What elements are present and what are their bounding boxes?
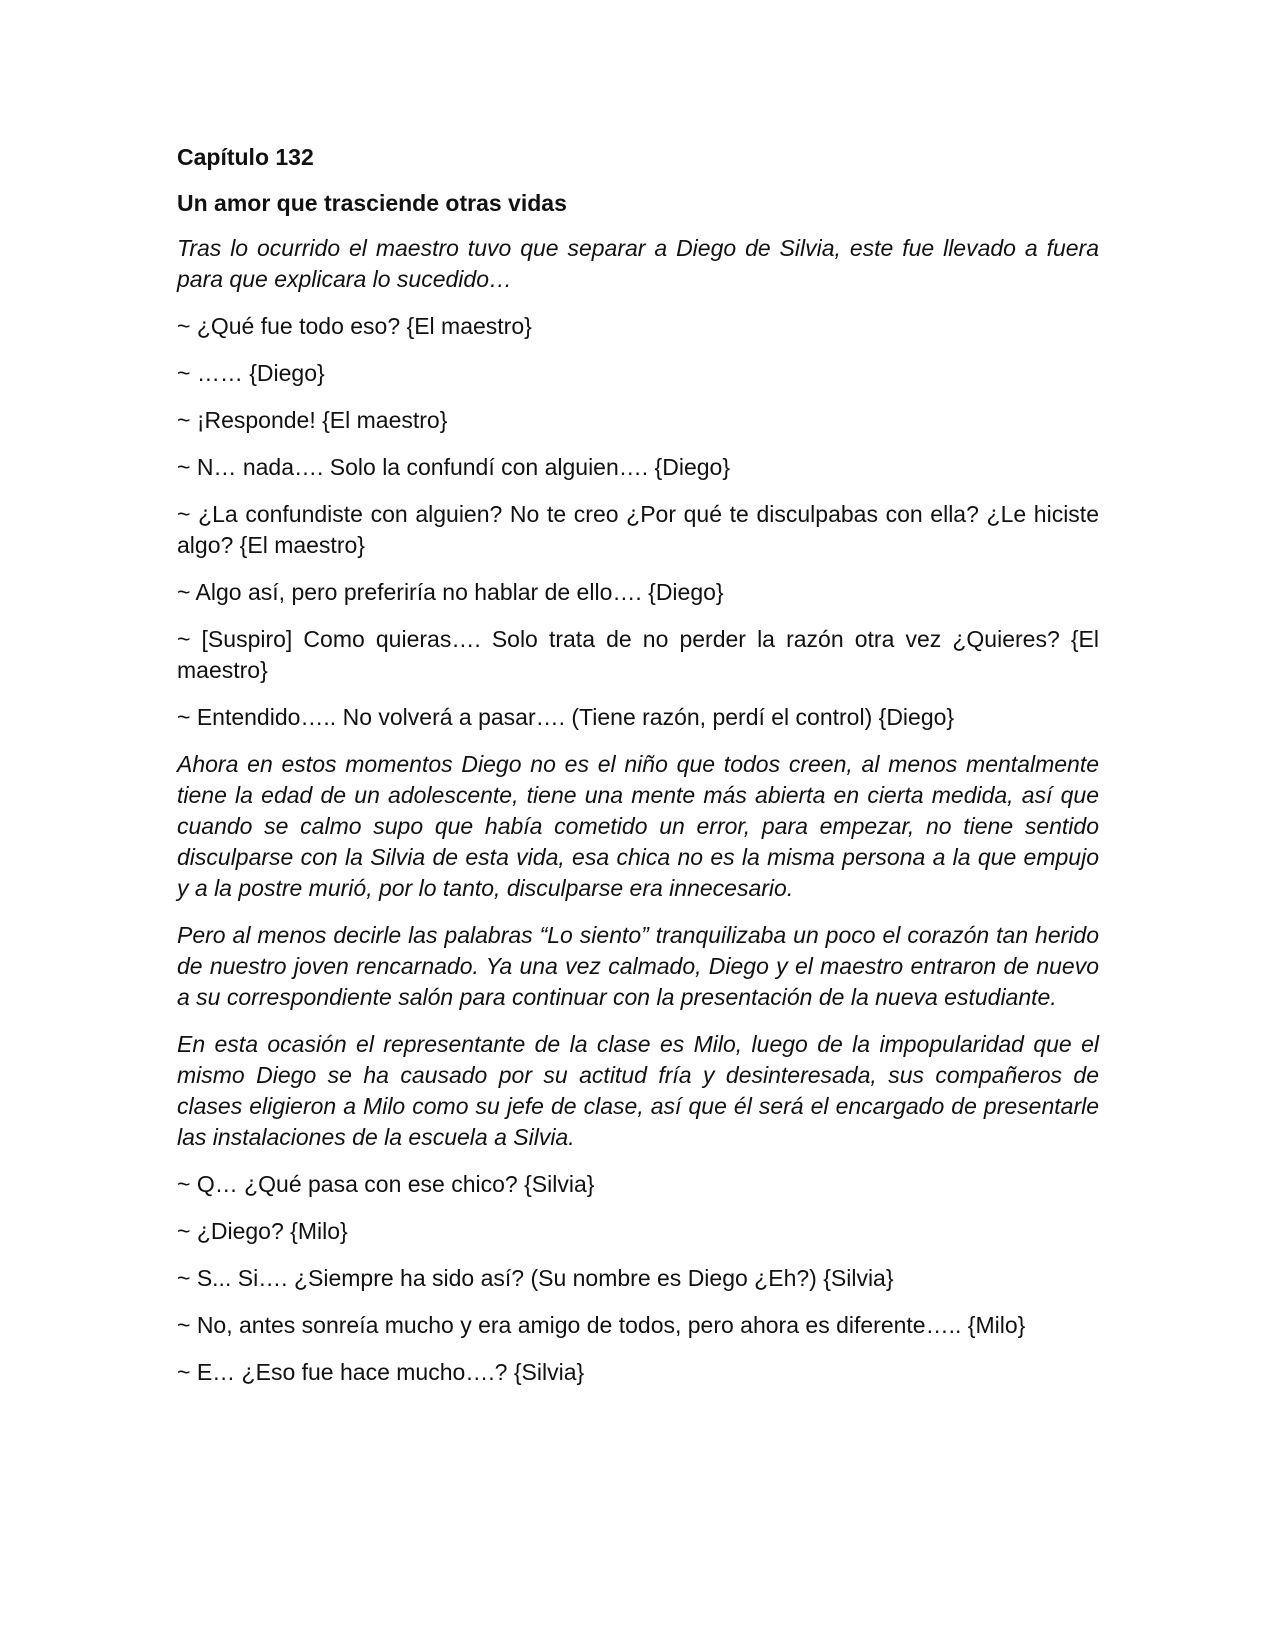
dialogue-line: ~ ¿La confundiste con alguien? No te creo ¿Por qué te disculpabas con ella? ¿Le hiciste algo? {El maestro} (177, 501, 1099, 558)
narration-paragraph: Tras lo ocurrido el maestro tuvo que separar a Diego de Silvia, este fue llevado a fuera para que explicara lo sucedido… (177, 235, 1099, 292)
chapter-subtitle: Un amor que trasciende otras vidas (177, 190, 567, 216)
document-page (177, 142, 1099, 1404)
dialogue-line: ~ Algo así, pero preferiría no hablar de ello…. {Diego} (177, 579, 724, 605)
narration-paragraph: Ahora en estos momentos Diego no es el niño que todos creen, al menos mentalmente tiene la edad de un adolescente, tiene una mente más abierta en cierta medida, así que cuando se calmo supo que había cometido un error, para empezar, no tiene sentido disculparse con la Silvia de esta vida, esa chica no es la misma persona a la que empujo y a la postre murió, por lo tanto, disculparse era innecesario. (177, 751, 1099, 901)
dialogue-line: ~ E… ¿Eso fue hace mucho….? {Silvia} (177, 1359, 585, 1385)
dialogue-line: ~ ¿Qué fue todo eso? {El maestro} (177, 313, 532, 339)
chapter-title: Capítulo 132 (177, 144, 314, 170)
dialogue-line: ~ Q… ¿Qué pasa con ese chico? {Silvia} (177, 1171, 595, 1197)
dialogue-line: ~ ¿Diego? {Milo} (177, 1218, 348, 1244)
dialogue-line: ~ [Suspiro] Como quieras…. Solo trata de no perder la razón otra vez ¿Quieres? {El maestro} (177, 626, 1099, 683)
dialogue-line: ~ N… nada…. Solo la confundí con alguien…. {Diego} (177, 454, 730, 480)
narration-paragraph: En esta ocasión el representante de la clase es Milo, luego de la impopularidad que el mismo Diego se ha causado por su actitud fría y desinteresada, sus compañeros de clases eligieron a Milo como su jefe de clase, así que él será el encargado de presentarle las instalaciones de la escuela a Silvia. (177, 1031, 1099, 1150)
dialogue-line: ~ S... Si…. ¿Siempre ha sido así? (Su nombre es Diego ¿Eh?) {Silvia} (177, 1265, 894, 1291)
dialogue-line: ~ No, antes sonreía mucho y era amigo de todos, pero ahora es diferente….. {Milo} (177, 1312, 1026, 1338)
dialogue-line: ~ …… {Diego} (177, 360, 325, 386)
dialogue-line: ~ ¡Responde! {El maestro} (177, 407, 448, 433)
narration-paragraph: Pero al menos decirle las palabras “Lo siento” tranquilizaba un poco el corazón tan herido de nuestro joven rencarnado. Ya una vez calmado, Diego y el maestro entraron de nuevo a su correspondiente salón para continuar con la presentación de la nueva estudiante. (177, 922, 1099, 1010)
dialogue-line: ~ Entendido….. No volverá a pasar…. (Tiene razón, perdí el control) {Diego} (177, 704, 955, 730)
